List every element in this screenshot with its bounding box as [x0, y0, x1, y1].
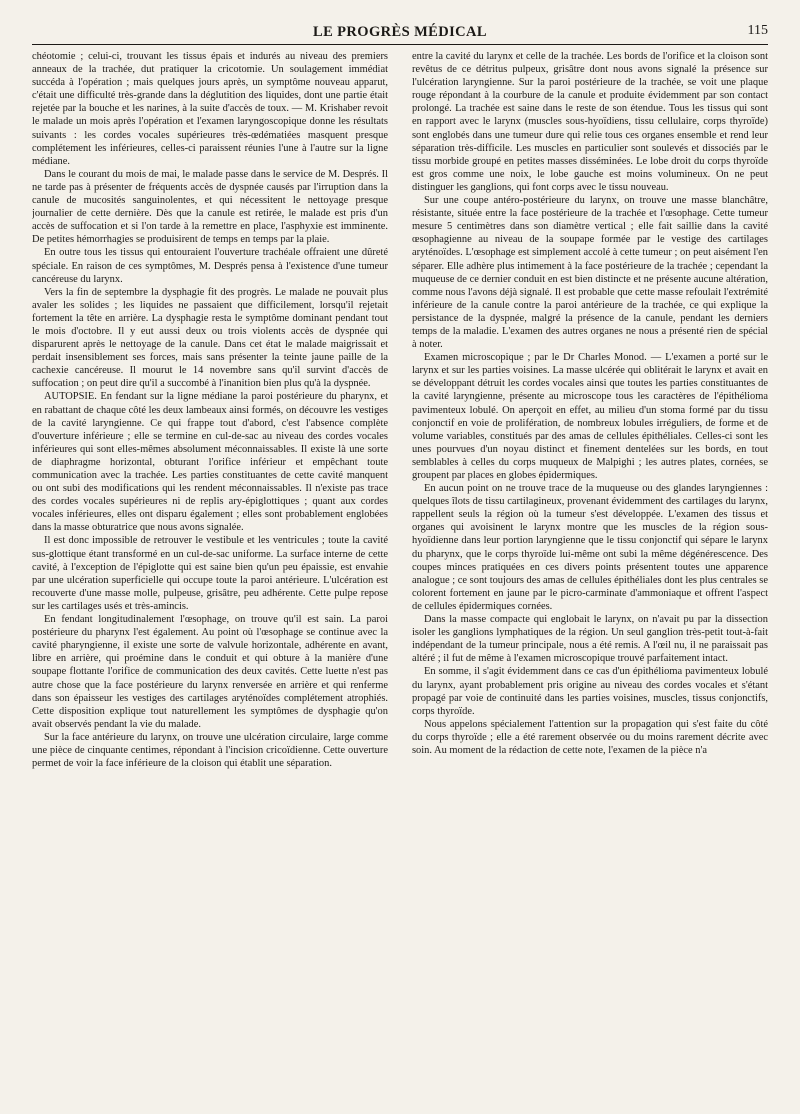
- paragraph: En outre tous les tissus qui entouraient l'ouverture trachéale offraient une dûreté spéciale. En raison de ces symptômes, M. Després pensa à l'existence d'une tumeur cancéreuse du larynx.: [32, 247, 388, 285]
- paragraph: Dans le courant du mois de mai, le malade passe dans le service de M. Després. Il ne tarde pas à présenter de fréquents accès de dyspnée causés par l'irruption dans la canule de mucosités sanguinolentes, et qui nécessitent le nettoyage presque journalier de cette dernière. Dès que la canule est retirée, le malade est pris d'un accès de suffocation et si l'on tarde à la remettre en place, l'asphyxie est imminente. De petites hémorrhagies se produisirent de temps en temps par la plaie.: [32, 168, 388, 246]
- left-column: [32, 50, 388, 1106]
- paragraph: En aucun point on ne trouve trace de la muqueuse ou des glandes laryngiennes : quelques îlots de tissu cartilagineux, provenant évidemment des cartilages du larynx, rappellent seuls la région où la tumeur s'est développée. L'examen des tissus et organes qui avoisinent le larynx montre que les muscles de la région sous-hyoïdienne dans leur portion laryngienne que le tissu conjonctif qui sépare le larynx du pharynx, que le corps thyroïde lui-même ont subi la même dégénérescence. Des coupes minces pratiquées en ces divers points présentent toutes une apparence analogue ; ce sont toujours des amas de cellules épithéliales dont les plus centrales se colorent fortement en jaune par le picro-carminate d'ammoniaque et offrent l'aspect de cellules épidermiques cornées.: [412, 483, 768, 612]
- running-title: LE PROGRÈS MÉDICAL: [313, 24, 487, 40]
- paragraph: En fendant longitudinalement l'œsophage, on trouve qu'il est sain. La paroi postérieure du pharynx l'est également. Au point où l'œsophage se continue avec la cavité pharyngienne, il existe une sorte de valvule horizontale, adhérente en avant, libre en arrière, qui proémine dans le conduit et qui obture à la manière d'une soupape flottante l'orifice de communication des deux cavités. Cette luette n'est pas autre chose que la face postérieure du larynx renversée en arrière et qui renferme dans son épaisseur les vestiges des cartilages aryténoïdes complétement atrophiés. Cette disposition explique tout naturellement les symptômes de dysphagie qu'on avait observés pendant la vie du malade.: [32, 614, 388, 730]
- page-header: [32, 18, 768, 45]
- right-column: [412, 50, 768, 1106]
- paragraph: Sur une coupe antéro-postérieure du larynx, on trouve une masse blanchâtre, résistante, située entre la face postérieure de la trachée et l'œsophage. Cette tumeur mesure 5 centimètres dans son diamètre vertical ; elle fait saillie dans la cavité œsophagienne au niveau de la soupape formée par le vestige des cartilages aryténoïdes. L'œsophage est simplement accolé à cette tumeur ; on peut aisément l'en séparer. Elle adhère plus intimement à la face postérieure de la trachée ; cependant la muqueuse de ce dernier conduit en est bien distincte et ne présente aucune altération, comme nous l'avons déjà signalé. Il est probable que cette masse refoulait l'extrémité inférieure de la canule contre la paroi antérieure de la trachée, ce qui explique la persistance de la dyspnée, malgré la présence de la canule, pendant les derniers temps de la maladie. L'examen des autres organes ne nous a présenté rien de spécial à noter.: [412, 195, 768, 351]
- paragraph: entre la cavité du larynx et celle de la trachée. Les bords de l'orifice et la cloison sont revêtus de ce détritus pulpeux, grisâtre dont nous avons signalé la présence sur l'ulcération laryngienne. Sur la paroi postérieure de la trachée, se voit une plaque rouge répondant à la courbure de la canule et produite évidemment par son contact prolongé. La trachée est saine dans le reste de son étendue. Tous les tissus qui sont en rapport avec le larynx (muscles sous-hyoïdiens, tissu cellulaire, corps thyroïde) sont englobés dans une tumeur dure qui relie tous ces organes ensemble et rend leur séparation très-difficile. Les muscles en particulier sont soulevés et dissociés par le tissu morbide groupé en petites masses disséminées. Le lobe droit du corps thyroïde est gros comme une noix, le lobe gauche est moins volumineux. On ne peut distinguer les ganglions, qui font corps avec le tissu nouveau.: [412, 51, 768, 193]
- paragraph: Vers la fin de septembre la dysphagie fit des progrès. Le malade ne pouvait plus avaler les solides ; les liquides ne passaient que difficilement, lorsqu'il rejetait fortement la tête en arrière. La dysphagie resta le symptôme dominant pendant tout le mois d'octobre. Il y eut aussi deux ou trois violents accès de dyspnée qui disparurent après le nettoyage de la canule. Dans cet état le malade maigrissait et perdait insensiblement ses forces, mais sans présenter la teinte jaune paille de la cachexie cancéreuse. Il mourut le 14 novembre sans qu'il survint d'accès de suffocation ; on peut dire qu'il a succombé à l'inanition bien plus qu'à la dyspnée.: [32, 286, 388, 390]
- page-number: 115: [747, 23, 768, 38]
- paragraph: chéotomie ; celui-ci, trouvant les tissus épais et indurés au niveau des premiers anneaux de la trachée, dut pratiquer la cricotomie. Un soulagement immédiat succéda à l'opération ; mais quelques jours après, un symptôme nouveau apparut, c'était une difficulté très-grande dans la déglutition des liquides, dont une partie était rejetée par la bouche et les narines, à la suite d'accès de toux. — M. Krishaber revoit le malade un mois après l'opération et l'examen laryngoscopique donne les résultats suivants : les cordes vocales supérieures très-œdématiées masquent presque complétement les inférieures, celles-ci paraissent réunies l'une à l'autre sur la ligne médiane.: [32, 51, 388, 167]
- paragraph: Dans la masse compacte qui englobait le larynx, on n'avait pu par la dissection isoler les ganglions lymphatiques de la région. Un seul ganglion très-petit tout-à-fait indépendant de la tumeur principale, nous a été remis. A l'œil nu, il ne paraissait pas altéré ; il fut de même à l'examen microscopique trouvé parfaitement intact.: [412, 614, 768, 665]
- paragraph: Sur la face antérieure du larynx, on trouve une ulcération circulaire, large comme une pièce de cinquante centimes, répondant à l'incision cricoïdienne. Cette ouverture permet de voir la face inférieure de la cloison qui établit une séparation.: [32, 731, 388, 770]
- paragraph: En somme, il s'agit évidemment dans ce cas d'un épithélioma pavimenteux lobulé du larynx, ayant probablement pris origine au niveau des cordes vocales et s'étant propagé par voie de continuité dans les parties voisines, muscles, tissus conjonctifs, corps thyroïde.: [412, 666, 768, 717]
- paragraph: Examen microscopique ; par le Dr Charles Monod. — L'examen a porté sur le larynx et sur les parties voisines. La masse ulcérée qui oblitérait le larynx et avait en se développant détruit les cordes vocales ainsi que toutes les parties constituantes de la cavité laryngienne, présente au microscope tous les caractères de l'épithélioma pavimenteux lobulé. On aperçoit en effet, au milieu d'un stoma formé par du tissu conjonctif en voie de prolifération, de nombreux lobules irréguliers, de forme et de volume variables, constitués par des amas de cellules épithéliales. Celles-ci sont les unes pourvues d'un noyau distinct et finement dentelées sur les bords, en tout semblables à celles du corps muqueux de Malpighi ; les autres plates, cornées, se groupent par places en globes épidermiques.: [412, 352, 768, 481]
- paragraph: Il est donc impossible de retrouver le vestibule et les ventricules ; toute la cavité sus-glottique étant transformé en un cul-de-sac uniforme. La surface interne de cette cavité, à l'exception de l'épiglotte qui est saine bien qu'un peu épaissie, est envahie par une ulcération superficielle qui occupe toute la paroi antérieure. L'ulcération est recouverte d'une masse molle, pulpeuse, grisâtre, peu adhérente. Cette pulpe repose sur les cartilages usés et très-amincis.: [32, 535, 388, 612]
- paragraph: Nous appelons spécialement l'attention sur la propagation qui s'est faite du côté du corps thyroïde ; elle a été rarement observée ou du moins rarement décrite avec soin. Au moment de la rédaction de cette note, l'examen de la pièce n'a: [412, 718, 768, 756]
- paragraph: AUTOPSIE. En fendant sur la ligne médiane la paroi postérieure du pharynx, et en rabattant de chaque côté les deux lambeaux ainsi formés, on découvre les vestiges de la cavité laryngienne. Ce qui frappe tout d'abord, c'est l'absence complète d'ouverture inférieure ; elle se termine en cul-de-sac au niveau des cordes vocales inférieures qui sont elles-mêmes absolument méconnaissables. Il existe là une sorte de diaphragme horizontal, obturant l'orifice inférieur et empêchant toute communication avec la trachée. Les parties constituantes de cette cavité manquent ou ont subi des modifications qui les rendent méconnaissables. Il n'existe pas trace des cordes vocales supérieures ni de replis ary-épiglottiques ; quant aux cordes vocales inférieures, elles ont disparu également ; elles sont probablement englobées dans la masse obturatrice que nous avons signalée.: [32, 391, 388, 534]
